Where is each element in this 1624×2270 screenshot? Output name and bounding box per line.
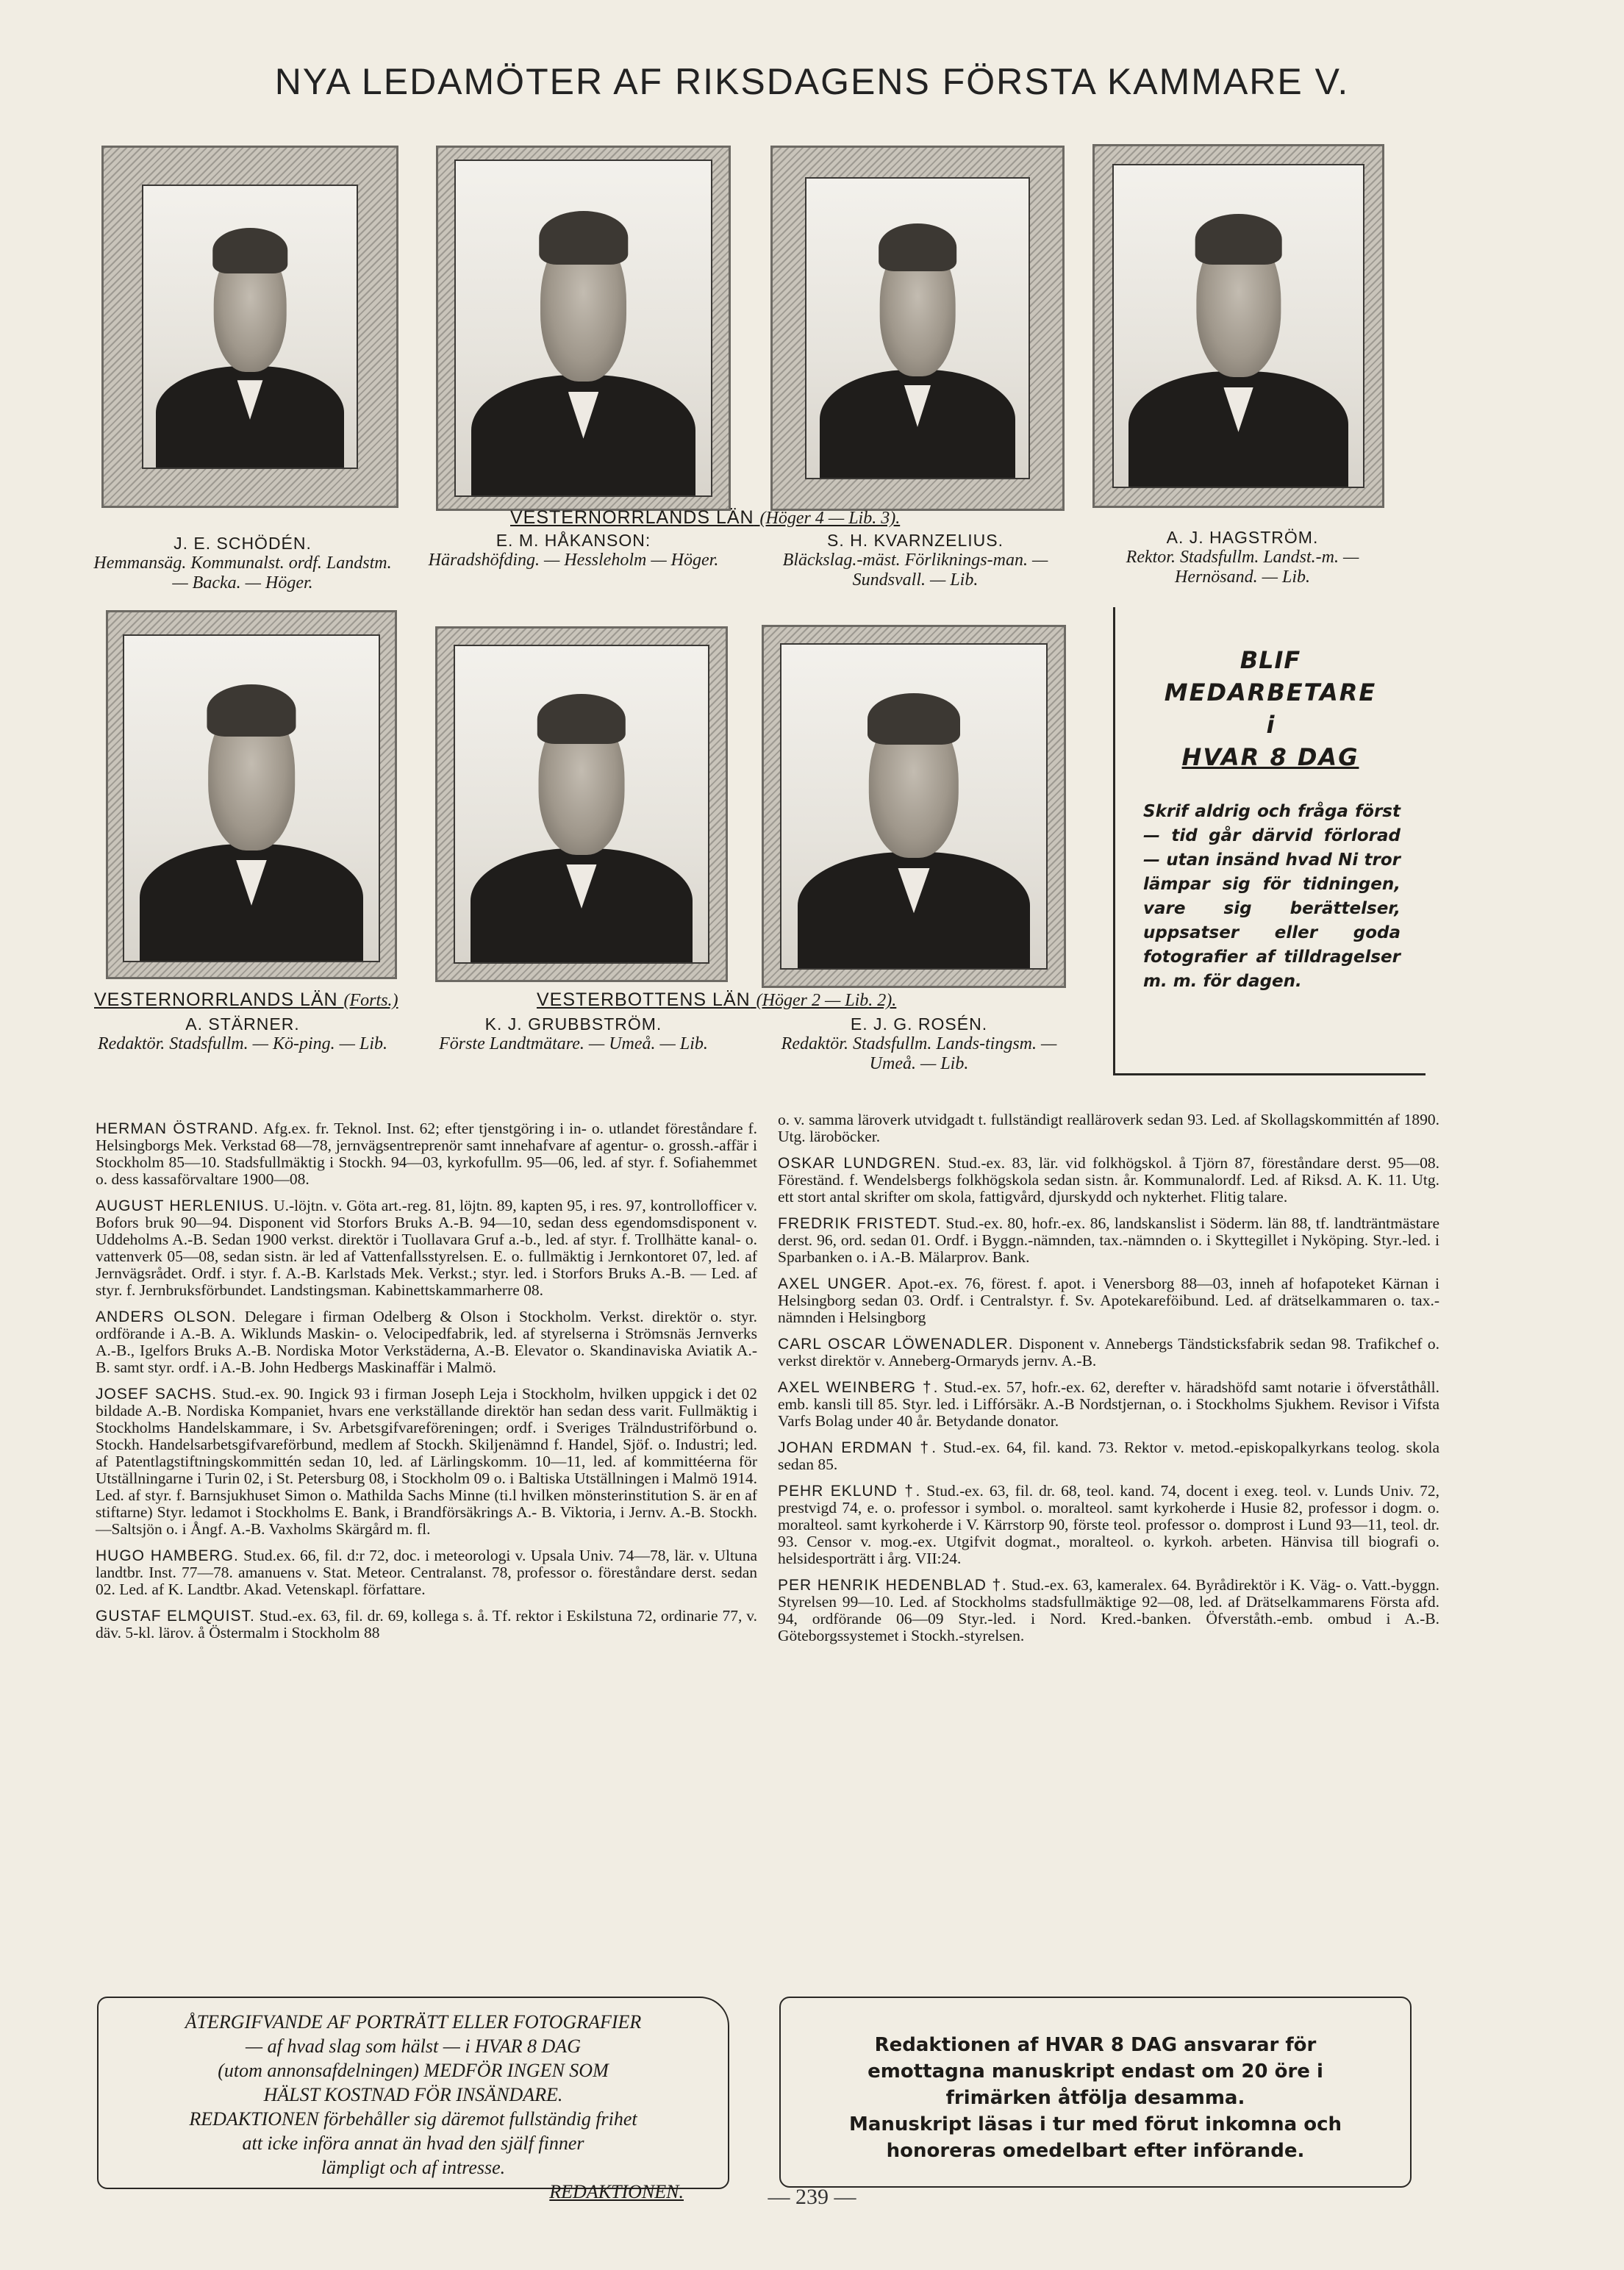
portrait-description: Förste Landtmätare. — Umeå. — Lib. xyxy=(439,1034,708,1053)
biography-text: Stud.-ex. 63, kameralex. 64. Byrådirektör i K. Väg- o. Vatt.-byggn. Styrelsen 99—10. Led. af Stockholms stadsfullmäktige 92—08, led. af Drätselkammarens Första afd. 94, ordförande 06—09 Styr.-led. i Nord. Kred.-banken. Öfverståth.-emb. ombud i A.-B. Göteborgssystemet i Stockh.-styrelsen. xyxy=(778,1576,1439,1644)
region-note: (Forts.) xyxy=(343,991,398,1010)
notice-line: emottagna manuskript endast om 20 öre i xyxy=(868,2060,1323,2083)
portrait-description: Häradshöfding. — Hessleholm — Höger. xyxy=(428,551,719,570)
biography-text: Stud.-ex. 63, fil. dr. 69, kollega s. å. Tf. rektor i Eskilstuna 72, ordinarie 77, v. däv. 5-kl. lärov. å Östermalm i Stockholm 88 xyxy=(96,1607,757,1641)
portrait-photo xyxy=(454,160,712,497)
portrait-description: Redaktör. Stadsfullm. — Kö-ping. — Lib. xyxy=(97,1034,388,1053)
biography-entry xyxy=(778,1336,1439,1369)
biography-text: Stud.-ex. 57, hofr.-ex. 62, derefter v. häradshöfd samt notarie i öfverståthåll. emb. kansli till 85. Styr. led. i Liffórsäkr. A.-B Nordstjernan, o. i Stockholms Sjukhem. Revisor i Vifsta Varfs Bolag under 40 år. Betydande donator. xyxy=(778,1378,1439,1430)
portrait-caption xyxy=(761,531,1070,590)
region-heading xyxy=(94,989,398,1011)
biography-text: o. v. samma läroverk utvidgadt t. fullständigt realläroverk sedan 93. Led. af Skollagskommittén af 1890. Utg. läroböcker. xyxy=(778,1111,1439,1145)
manuscript-notice xyxy=(779,1997,1412,2188)
portrait-frame xyxy=(101,146,398,508)
page-title: NYA LEDAMÖTER AF RIKSDAGENS FÖRSTA KAMMARE V. xyxy=(274,61,1350,102)
biography-entry xyxy=(778,1215,1439,1266)
biography-name: AUGUST HERLENIUS. xyxy=(96,1197,270,1214)
biography-name: PEHR EKLUND †. xyxy=(778,1483,921,1500)
biography-entry xyxy=(96,1308,757,1376)
biography-text: Afg.ex. fr. Teknol. Inst. 62; efter tjenstgöring i in- o. utlandet föreståndare f. Helsingborgs Mek. Verkstad 68—78, jernvägsentreprenör samt innehafvare af agentur- o. grossh.-affär i Stockholm 85—10. Stadsfullmäktig i Stockh. 94—03, kyrkofullm. 95—06, led. af styr. f. Sofiahemmet o. dess kassaförvaltare 1900—08. xyxy=(96,1120,757,1188)
portrait-caption xyxy=(88,534,397,593)
notice-line: att icke införa annat än hvad den själf finner xyxy=(242,2133,584,2154)
region-name: VESTERNORRLANDS LÄN xyxy=(94,989,338,1010)
reproduction-notice xyxy=(97,1997,729,2202)
region-name: VESTERBOTTENS LÄN xyxy=(537,989,751,1010)
biography-entry xyxy=(96,1547,757,1598)
biography-column-left xyxy=(96,1120,757,1651)
portrait-frame xyxy=(106,610,397,979)
portrait-name: K. J. GRUBBSTRÖM. xyxy=(484,1014,662,1034)
biography-text: Apot.-ex. 76, förest. f. apot. i Venersborg 88—03, inneh af hofapoteket Kärnan i Helsingborg sedan 03. Ordf. i Centralstyr. f. Sv. Apotekareföibund. Led. af drätselkammaren o. tax.-nämnden i Helsingborg xyxy=(778,1275,1439,1326)
biography-name: ANDERS OLSON. xyxy=(96,1308,237,1325)
portrait-photo xyxy=(142,185,358,469)
biography-text: Disponent v. Annebergs Tändsticksfabrik sedan 98. Trafikchef o. verkst direktör v. Anneberg-Ormaryds jernv. A.-B. xyxy=(778,1335,1440,1369)
notice-signature: REDAKTIONEN. xyxy=(549,2181,684,2202)
biography-name: AXEL UNGER. xyxy=(778,1275,893,1292)
notice-line: HÄLST KOSTNAD FÖR INSÄNDARE. xyxy=(263,2084,563,2105)
notice-line: REDAKTIONEN förbehåller sig däremot fullständig frihet xyxy=(189,2108,637,2130)
biography-name: JOHAN ERDMAN †. xyxy=(778,1439,937,1456)
biography-entry xyxy=(96,1197,757,1299)
biography-text: Stud.-ex. 63, fil. dr. 68, teol. kand. 74, docent i exeg. teol. v. Lunds Univ. 72, prestvigd 74, e. o. professor i symbol. o. moralteol. samt kyrkoherde i Husie 82, professor i dogm. o. moralteol. samt kyrkoherde i V. Kärrstorp 90, förste teol. professor o. domprost i Lund 93—11, teol. dr. 93. Censor v. mog.-ex. Utgifvit dogmat., moralteol. o. kyrkoh. arbeten. Hänvisa till biografi o. helsidesporträtt i årg. VII:24. xyxy=(778,1482,1440,1567)
portrait-name: J. E. SCHÖDÉN. xyxy=(174,534,312,553)
biography-entry xyxy=(96,1608,757,1641)
region-note: (Höger 2 — Lib. 2). xyxy=(756,991,897,1010)
region-name: VESTERNORRLANDS LÄN xyxy=(510,507,754,528)
portrait-frame xyxy=(436,146,731,511)
portrait-frame xyxy=(435,626,728,982)
biography-entry xyxy=(778,1275,1439,1326)
biography-entry xyxy=(778,1483,1439,1567)
notice-line: Manuskript läsas i tur med förut inkomna och xyxy=(848,2113,1342,2135)
region-heading xyxy=(510,507,900,529)
portrait-photo xyxy=(123,634,380,962)
notice-line: honoreras omedelbart efter införande. xyxy=(886,2140,1305,2162)
biography-entry xyxy=(96,1120,757,1188)
portrait-caption xyxy=(765,1014,1073,1074)
biography-name: OSKAR LUNDGREN. xyxy=(778,1155,942,1172)
region-note: (Höger 4 — Lib. 3). xyxy=(759,509,901,528)
portrait-description: Redaktör. Stadsfullm. Lands-tingsm. — Umeå. — Lib. xyxy=(781,1034,1057,1073)
portrait-frame xyxy=(762,625,1066,988)
promo-body: Skrif aldrig och fråga först — tid går därvid förlorad — utan insänd hvad Ni tror lämpar sig för tidningen, vare sig berättelser, uppsatser eller goda fotografier af tilldragelser m. m. för dagen. xyxy=(1143,802,1401,991)
region-heading xyxy=(537,989,896,1011)
biography-entry xyxy=(96,1386,757,1538)
promo-line: BLIF xyxy=(1240,646,1301,674)
notice-line: (utom annonsafdelningen) MEDFÖR INGEN SOM xyxy=(218,2060,609,2081)
biography-name: AXEL WEINBERG †. xyxy=(778,1379,939,1396)
notice-line: ÅTERGIFVANDE AF PORTRÄTT ELLER FOTOGRAFIER xyxy=(185,2011,642,2033)
biography-name: HUGO HAMBERG. xyxy=(96,1547,239,1564)
biography-text: U.-löjtn. v. Göta art.-reg. 81, löjtn. 89, kapten 95, i res. 97, kontrollofficer v. Bofors bruk 90—94. Disponent vid Storfors Bruks A.-B. 94—10, sedan dess egendomsdisponent v. Uddeholms A.-B. Sedan 1900 verkst. direktör i Tuollavara Gruf a.-b., led. af styr. f. Trollhätte kanal- o. vattenverk 05—08, sedan sistn. är led af Vattenfallsstyrelsen. E. o. fullmäktig i Jernkontoret 07, led. af Jernvägsrådet. Ordf. i styr. f. A.-B. Karlstads Mek. Verkst.; styr. led. i Storfors Bruks A.-B. — Led. af styr. f. Jernbruksförbundet. Landstingsman. Kabinettskammarherre 08. xyxy=(96,1197,757,1299)
portrait-caption xyxy=(88,1014,397,1054)
biography-text: Stud.ex. 66, fil. d:r 72, doc. i meteorologi v. Upsala Univ. 74—78, lär. v. Ultuna landtbr. Inst. 77—78. amanuens v. Stat. Meteor. Centralanst. 78, professor o. föreståndare derst. sedan 02. Led. af K. Landtbr. Akad. Vetenskapl. författare. xyxy=(96,1547,757,1598)
biography-name: FREDRIK FRISTEDT. xyxy=(778,1215,942,1232)
portrait-name: E. M. HÅKANSON: xyxy=(496,531,651,550)
portrait-photo xyxy=(780,643,1048,970)
promo-line: MEDARBETARE xyxy=(1164,679,1377,706)
biography-name: PER HENRIK HEDENBLAD †. xyxy=(778,1577,1007,1594)
portrait-description: Rektor. Stadsfullm. Landst.-m. — Hernösand. — Lib. xyxy=(1126,548,1359,587)
portrait-photo xyxy=(805,177,1030,479)
portrait-frame xyxy=(1092,144,1384,508)
promo-line: HVAR 8 DAG xyxy=(1181,743,1359,771)
portrait-description: Hemmansäg. Kommunalst. ordf. Landstm. — Backa. — Höger. xyxy=(93,554,392,592)
biography-text: Stud.-ex. 90. Ingick 93 i firman Joseph Leja i Stockholm, hvilken uppgick i det 02 bildade A.-B. Nordiska Kompaniet, hvars ene verkställande direktör han sedan dess varit. Fullmäktig i Stockholms Handelskammare, i Sv. Arbetsgifvareföreningen; ordf. i Sveriges Trälndustriförbund o. Stockh. Handelsarbetsgifvareförbund, medlem af Stockh. Skiljenämnd f. Handel, Sjöf. o. Industri; led. af Patentlagstiftningskommittén sedan 10, led. af Lärlingskomm. 10—11, led. af kommittéerna för Utställningarne i Turin 02, i St. Petersburg 08, i Stockholm 09 o. i Baltiska Utställningen i Malmö 1914. Led. af styr. f. Barnsjukhuset Simon o. Mathilda Sachs Minne (ti.l hvilken mönsterinstitution S. är en af stiftarne) Styr. ledamot i Stockholms E. Bank, i Brandförsäkrings A.- B. Viktoria, i Jernv. A.-B. Stockh.—Saltsjön o. i Ångf. A.-B. Vaxholms Skärgård m. fl. xyxy=(96,1385,757,1538)
biography-name: HERMAN ÖSTRAND. xyxy=(96,1120,259,1137)
biography-name: CARL OSCAR LÖWENADLER. xyxy=(778,1336,1014,1353)
portrait-name: S. H. KVARNZELIUS. xyxy=(827,531,1004,550)
notice-line: lämpligt och af intresse. xyxy=(321,2157,506,2178)
biography-name: GUSTAF ELMQUIST. xyxy=(96,1608,255,1625)
portrait-caption xyxy=(412,531,735,570)
notice-line: — af hvad slag som hälst — i HVAR 8 DAG xyxy=(246,2036,581,2057)
portrait-photo xyxy=(1112,164,1364,488)
biography-entry xyxy=(778,1577,1439,1644)
portrait-description: Bläckslag.-mäst. Förliknings-man. — Sundsvall. — Lib. xyxy=(782,551,1048,590)
biography-entry xyxy=(778,1111,1439,1145)
portrait-name: A. STÄRNER. xyxy=(185,1014,300,1034)
promo-box xyxy=(1113,607,1426,1075)
page-number: — 239 — xyxy=(768,2185,856,2209)
portrait-photo xyxy=(454,645,709,964)
biography-text: Stud.-ex. 80, hofr.-ex. 86, landskanslist i Söderm. län 88, tf. landträntmästare derst. 96, ord. sedan 01. Ordf. i Byggn.-nämnden, tax.-nämnden o. i Skyttegillet i Nyköping. Styr.-led. i Sparbanken o. i A.-B. Mälarprov. Bank. xyxy=(778,1214,1439,1266)
notice-line: frimärken åtfölja desamma. xyxy=(945,2087,1245,2109)
biography-text: Stud.-ex. 83, lär. vid folkhögskol. å Tjörn 87, föreståndare derst. 95—08. Föreständ. f. Wendelsbergs folkhögskola sedan sistn. år. Kommunalordf. Led. af Riksd. A. K. 11. Utg. ett stort antal skrifter om skola, fattigvård, djurskydd och nykterhet. Flitig talare. xyxy=(778,1154,1439,1206)
portrait-name: A. J. HAGSTRÖM. xyxy=(1166,528,1319,547)
portrait-caption xyxy=(1088,528,1397,587)
portrait-name: E. J. G. ROSÉN. xyxy=(850,1014,988,1034)
biography-entry xyxy=(778,1439,1439,1473)
biography-column-right xyxy=(778,1111,1439,1654)
portrait-caption xyxy=(419,1014,728,1054)
biography-text: Stud.-ex. 64, fil. kand. 73. Rektor v. metod.-episkopalkyrkans teolog. skola sedan 85. xyxy=(778,1439,1439,1473)
biography-name: JOSEF SACHS. xyxy=(96,1386,218,1403)
notice-line: Redaktionen af HVAR 8 DAG ansvarar för xyxy=(874,2034,1317,2056)
biography-entry xyxy=(778,1155,1439,1206)
biography-entry xyxy=(778,1379,1439,1430)
portrait-frame xyxy=(770,146,1065,511)
biography-text: Delegare i firman Odelberg & Olson i Stockholm. Verkst. direktör o. styr. ordförande i A.-B. A. Wiklunds Maskin- o. Velocipedfabrik, led. af styrelserna i Strömsnäs Jernverks A.-B., Igelfors Bruks A.-B. Nordiska Motor Verkstäderna, A.-B. Elevator o. Skandinaviska Aviatik A.-B. samt styr. ordf. i A.-B. John Hedbergs Maskinaffär i Malmö. xyxy=(96,1308,757,1376)
promo-line: i xyxy=(1266,711,1275,739)
